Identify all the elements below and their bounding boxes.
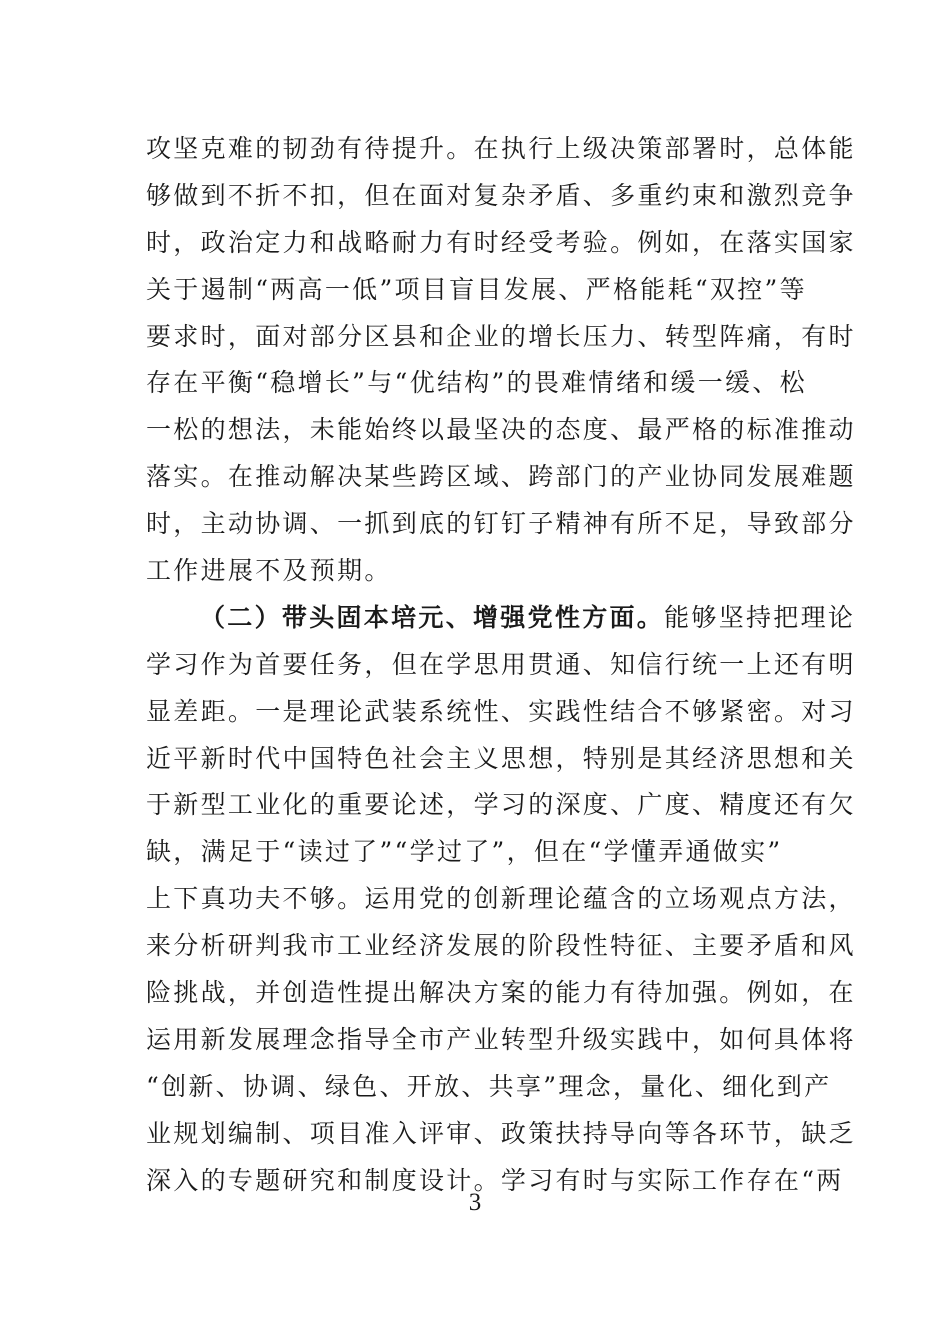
text-line: 攻坚克难的韧劲有待提升。在执行上级决策部署时，总体能	[146, 134, 856, 163]
text-line: “创新、协调、绿色、开放、共享”理念，量化、细化到产	[146, 1071, 832, 1101]
text-line: 关于遏制“两高一低”项目盲目发展、严格能耗“双控”等	[146, 274, 807, 304]
paragraph-section-two	[146, 595, 856, 1205]
text-line: 近平新时代中国特色社会主义思想，特别是其经济思想和关	[146, 743, 856, 773]
text-line-first	[146, 595, 856, 642]
text-line: 上下真功夫不够。运用党的创新理论蕴含的立场观点方法，	[146, 884, 856, 914]
body-text	[146, 126, 856, 1204]
text-line: 缺，满足于“读过了”“学过了”，但在“学懂弄通做实”	[146, 837, 783, 867]
text-line: 时，主动协调、一抓到底的钉钉子精神有所不足，导致部分	[146, 509, 856, 539]
text-line: 工作进展不及预期。	[146, 556, 392, 586]
section-heading-rest: 能够坚持把理论	[664, 602, 856, 632]
text-line: 学习作为首要任务，但在学思用贯通、知信行统一上还有明	[146, 649, 856, 679]
text-line: 一松的想法，未能始终以最坚决的态度、最严格的标准推动	[146, 415, 856, 445]
text-line: 来分析研判我市工业经济发展的阶段性特征、主要矛盾和风	[146, 931, 856, 961]
text-line: 于新型工业化的重要论述，学习的深度、广度、精度还有欠	[146, 790, 856, 820]
text-line: 显差距。一是理论武装系统性、实践性结合不够紧密。对习	[146, 696, 856, 726]
text-line: 业规划编制、项目准入评审、政策扶持导向等各环节，缺乏	[146, 1118, 856, 1148]
page-number: 3	[468, 1189, 482, 1216]
text-line: 险挑战，并创造性提出解决方案的能力有待加强。例如，在	[146, 978, 856, 1008]
text-line: 落实。在推动解决某些跨区域、跨部门的产业协同发展难题	[146, 462, 856, 492]
text-line: 运用新发展理念指导全市产业转型升级实践中，如何具体将	[146, 1024, 856, 1054]
paragraph-continuation	[146, 126, 856, 595]
text-line: 够做到不折不扣，但在面对复杂矛盾、多重约束和激烈竞争	[146, 180, 856, 210]
section-heading: （二）带头固本培元、增强党性方面。	[200, 602, 665, 632]
text-line: 存在平衡“稳增长”与“优结构”的畏难情绪和缓一缓、松	[146, 368, 807, 398]
text-line: 深入的专题研究和制度设计。学习有时与实际工作存在“两	[146, 1165, 844, 1195]
text-line: 时，政治定力和战略耐力有时经受考验。例如，在落实国家	[146, 227, 856, 257]
text-line: 要求时，面对部分区县和企业的增长压力、转型阵痛，有时	[146, 321, 856, 351]
